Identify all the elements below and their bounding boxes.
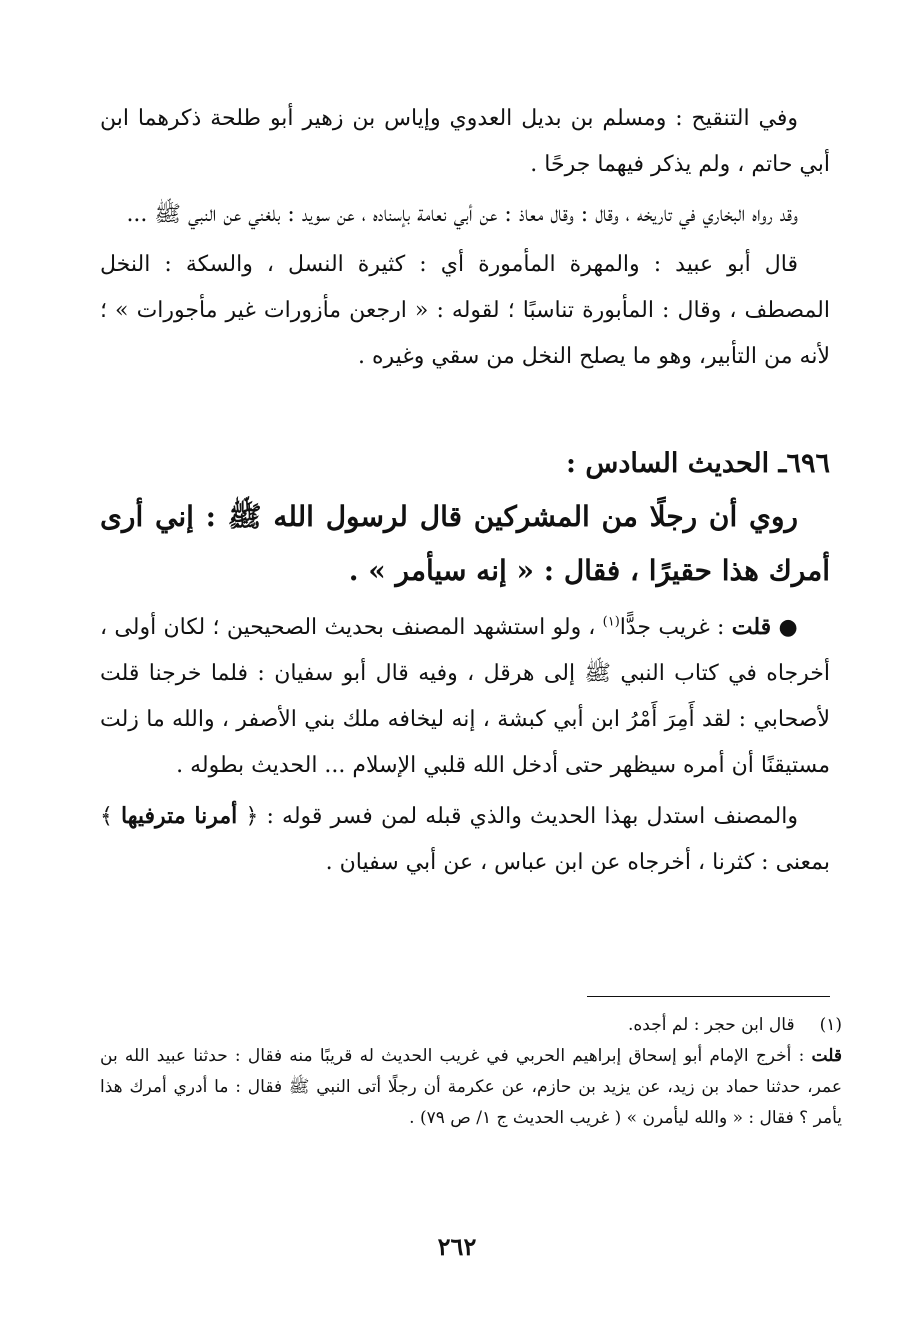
closing-after: ﴾ بمعنى : كثرنا ، أخرجاه عن ابن عباس ، عن أبي سفيان . xyxy=(100,804,830,875)
footnote-first-line xyxy=(100,1010,842,1041)
commentary-label: قلت xyxy=(731,614,772,640)
commentary-block xyxy=(100,604,830,886)
footnote-body xyxy=(100,1041,842,1134)
quran-verse: أمرنا مترفيها xyxy=(121,803,238,829)
footnote-reference[interactable]: (١) xyxy=(602,614,620,630)
footnotes xyxy=(100,1010,842,1134)
paragraph-abu-ubaid: قال أبو عبيد : والمهرة المأمورة أي : كثيرة النسل ، والسكة : النخل المصطف ، وقال : المأبورة تناسبًا ؛ لقوله : « ارجعن مأزورات غير مأجورات » ؛ لأنه من التأبير، وهو ما يصلح النخل من سقي وغيره . xyxy=(100,252,830,369)
commentary-paragraph xyxy=(100,604,830,789)
closing-paragraph xyxy=(100,793,830,886)
footnote-citation: قال ابن حجر : لم أجده. xyxy=(627,1015,795,1035)
hadith-heading: ٦٩٦ـ الحديث السادس : xyxy=(566,448,830,479)
page-number: ٢٦٢ xyxy=(437,1232,477,1261)
footnote-text: : أخرج الإمام أبو إسحاق إبراهيم الحربي في غريب الحديث له قريبًا منه فقال : حدثنا عبيد الله بن عمر، حدثنا حماد بن زيد، عن يزيد بن حازم، عن عكرمة أن رجلًا أتى النبي ﷺ فقال : ما أدري أمرك هذا يأمر ؟ فقال : « والله ليأمرن » ( غريب الحديث ج ١/ ص ٧٩) . xyxy=(100,1046,842,1128)
paragraph-bukhari: وقد رواه البخاري في تاريخه ، وقال : وقال معاذ : عن أبي نعامة بإسناده ، عن سويد : بلغني عن النبي ﷺ ... xyxy=(126,202,798,227)
commentary-lead: : غريب جدًّا xyxy=(619,615,725,640)
hadith-text: روي أن رجلًا من المشركين قال لرسول الله ﷺ : إني أرى أمرك هذا حقيرًا ، فقال : « إنه سيأمر » . xyxy=(100,500,830,587)
bullet-icon: ● xyxy=(778,614,798,640)
footnote-label: قلت xyxy=(811,1046,842,1066)
paragraph-tanqih: وفي التنقيح : ومسلم بن بديل العدوي وإياس بن زهير أبو طلحة ذكرهما ابن أبي حاتم ، ولم يذكر فيهما جرحًا . xyxy=(100,106,830,177)
top-paragraphs xyxy=(100,96,830,380)
footnote-marker: (١) xyxy=(819,1015,842,1035)
commentary-body: ، ولو استشهد المصنف بحديث الصحيحين ؛ لكان أولى ، أخرجاه في كتاب النبي ﷺ إلى هرقل ، وفيه قال أبو سفيان : فلما خرجنا قلت لأصحابي : لقد أَمِرَ أَمْرُ ابن أبي كبشة ، إنه ليخافه ملك بني الأصفر ، والله ما زلت مستيقنًا أن أمره سيظهر حتى أدخل الله قلبي الإسلام ... الحديث بطوله . xyxy=(100,615,830,778)
closing-before: والمصنف استدل بهذا الحديث والذي قبله لمن فسر قوله : ﴿ xyxy=(245,804,798,829)
footnote-divider xyxy=(587,996,830,997)
